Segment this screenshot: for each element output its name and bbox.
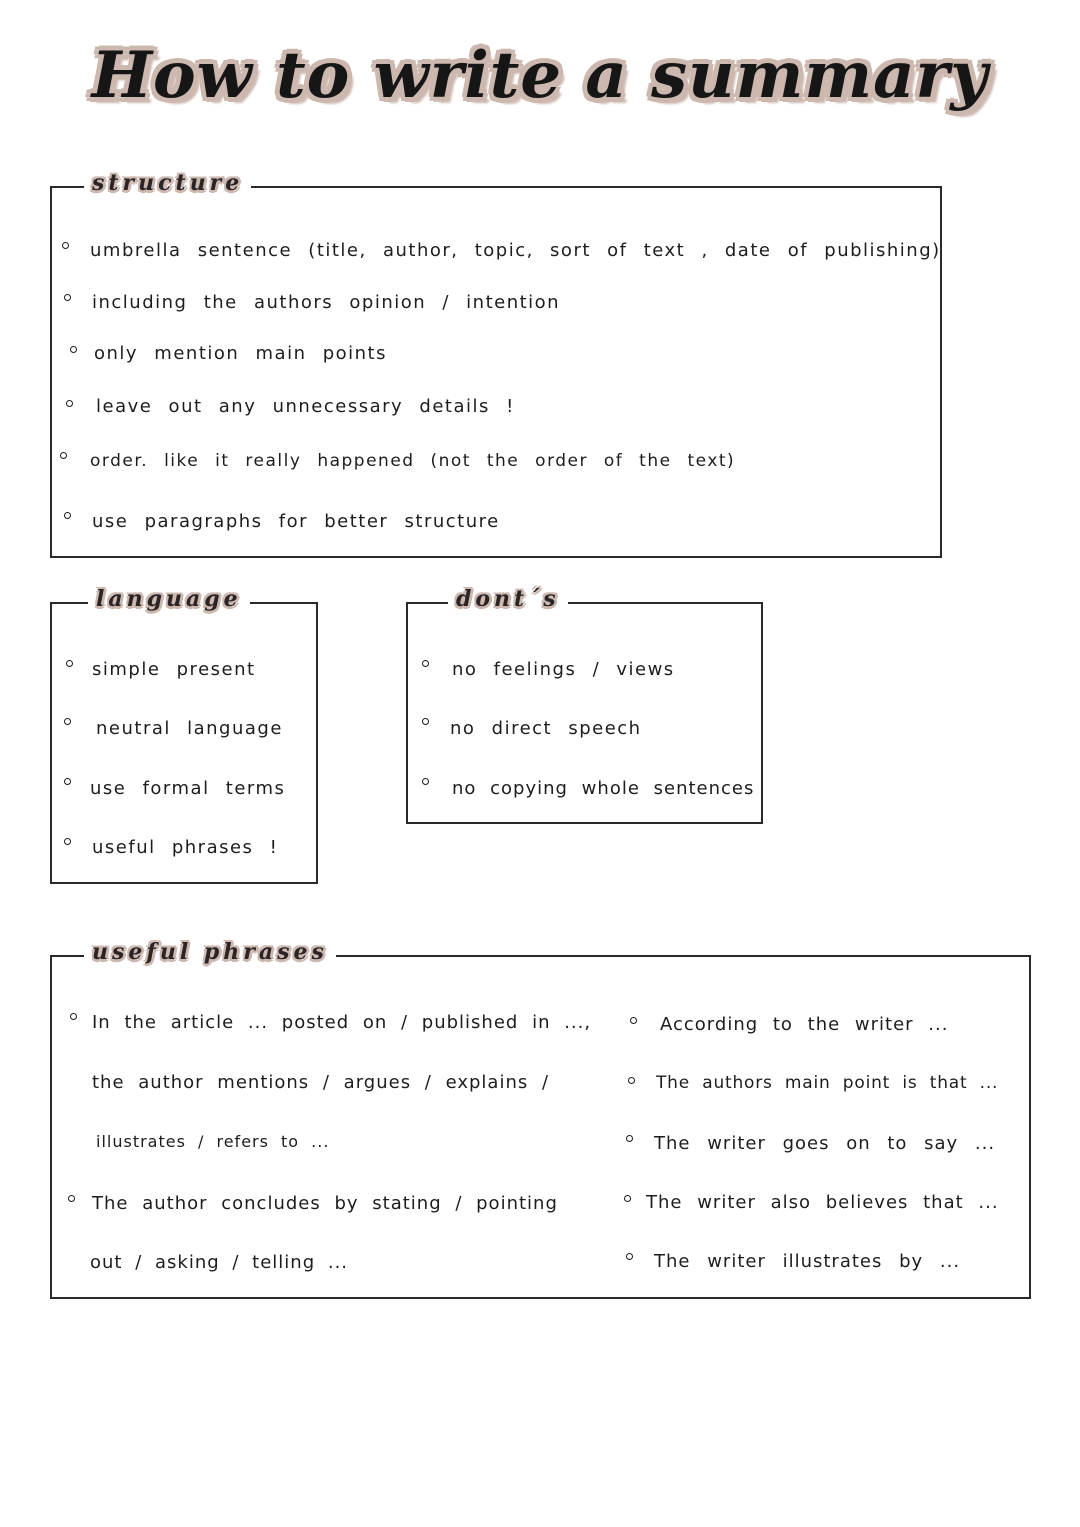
structure-item: including the authors opinion / intention [92, 292, 561, 313]
language-item: neutral language [96, 718, 283, 739]
bullet-icon [64, 778, 71, 785]
phrase-line: The writer also believes that ... [646, 1192, 999, 1213]
phrase-line: The author concludes by stating / pointing [92, 1193, 558, 1214]
bullet-icon [626, 1135, 633, 1142]
useful-phrases-box [50, 939, 1031, 1299]
bullet-icon [66, 660, 73, 667]
donts-box [406, 586, 763, 824]
structure-item: use paragraphs for better structure [92, 511, 500, 532]
phrase-line: The authors main point is that ... [656, 1073, 999, 1093]
bullet-icon [68, 1195, 75, 1202]
language-item: useful phrases ! [92, 837, 279, 858]
phrase-line: illustrates / refers to ... [96, 1132, 330, 1151]
donts-heading: dont´s [448, 586, 568, 612]
bullet-icon [64, 294, 71, 301]
bullet-icon [422, 660, 429, 667]
phrase-line: The writer illustrates by ... [654, 1251, 961, 1272]
phrase-line: According to the writer ... [660, 1014, 949, 1035]
structure-heading: structure [84, 170, 251, 196]
structure-box [50, 170, 942, 558]
phrase-line: In the article ... posted on / published in ..., [92, 1012, 592, 1033]
bullet-icon [62, 242, 69, 249]
donts-item: no copying whole sentences [452, 778, 755, 799]
bullet-icon [60, 452, 67, 459]
bullet-icon [630, 1017, 637, 1024]
donts-item: no feelings / views [452, 659, 675, 680]
bullet-icon [70, 1013, 77, 1020]
phrase-line: out / asking / telling ... [90, 1252, 349, 1273]
structure-item: only mention main points [94, 343, 387, 364]
bullet-icon [628, 1077, 635, 1084]
donts-item: no direct speech [450, 718, 642, 739]
bullet-icon [624, 1195, 631, 1202]
structure-item: umbrella sentence (title, author, topic, sort of text , date of publishing) [90, 240, 941, 261]
bullet-icon [422, 718, 429, 725]
bullet-icon [64, 512, 71, 519]
bullet-icon [64, 838, 71, 845]
bullet-icon [64, 718, 71, 725]
structure-item: order. like it really happened (not the order of the text) [90, 451, 736, 471]
language-box [50, 586, 318, 884]
bullet-icon [66, 400, 73, 407]
bullet-icon [422, 778, 429, 785]
bullet-icon [70, 346, 77, 353]
bullet-icon [626, 1253, 633, 1260]
structure-item: leave out any unnecessary details ! [96, 396, 515, 417]
language-item: use formal terms [90, 778, 286, 799]
page-title: How to write a summary [91, 38, 989, 113]
useful-phrases-heading: useful phrases [84, 939, 336, 965]
phrase-line: The writer goes on to say ... [654, 1133, 996, 1154]
language-item: simple present [92, 659, 256, 680]
language-heading: language [88, 586, 250, 612]
phrase-line: the author mentions / argues / explains / [92, 1072, 550, 1093]
